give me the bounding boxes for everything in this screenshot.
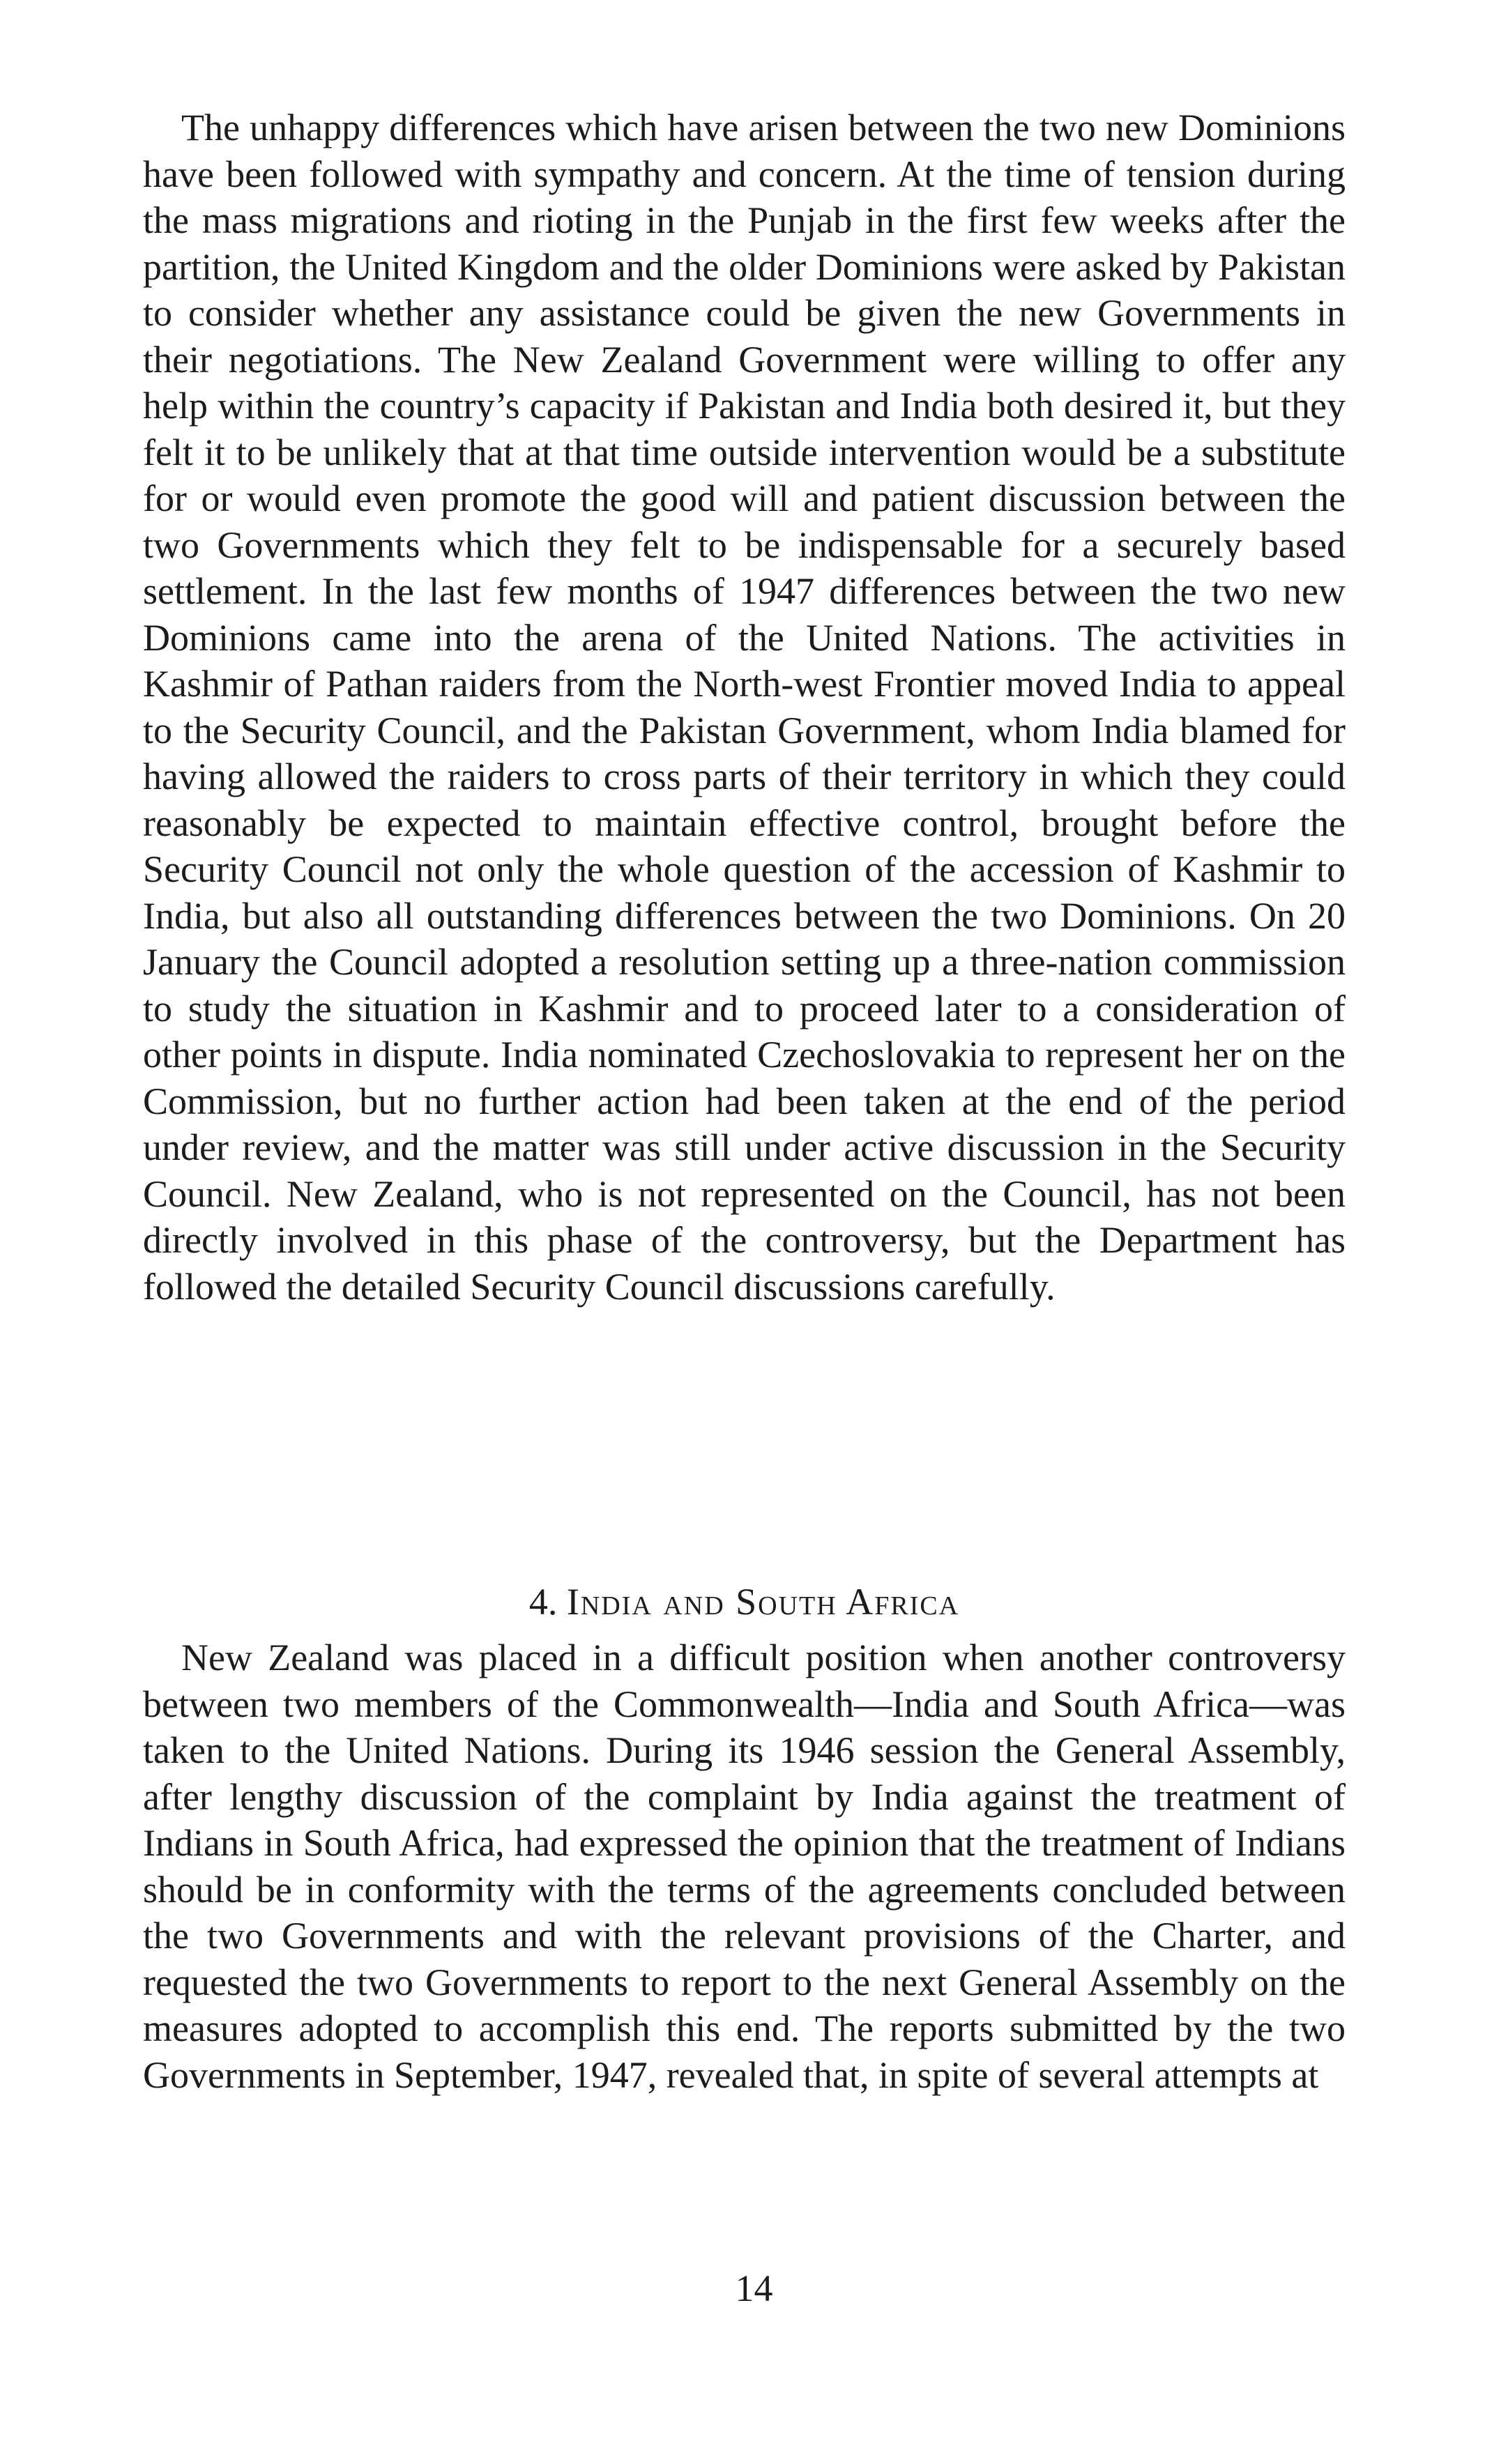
body-text-block [143, 105, 1346, 1310]
paragraph-india-south-africa: New Zealand was placed in a difficult position when another controversy between two members of the Commonwealth—India and South Africa—was taken to the United Nations. During its 1946 session the General Assembly, after lengthy discussion of the complaint by India against the treatment of Indians in South Africa, had expressed the opinion that the treatment of Indians should be in conformity with the terms of the agreements concluded between the two Governments and with the relevant provisions of the Charter, and requested the two Governments to report to the next General Assembly on the measures adopted to accomplish this end. The reports submitted by the two Governments in September, 1947, revealed that, in spite of several attempts at [143, 1637, 1346, 2096]
section-number: 4. [528, 1581, 558, 1623]
paragraph-india-pakistan: The unhappy differences which have arisen between the two new Dominions have been followed with sympathy and concern. At the time of tension during the mass migrations and rioting in the Punjab in the first few weeks after the partition, the United Kingdom and the older Dominions were asked by Pakistan to consider whether any assistance could be given the new Governments in their negotiations. The New Zealand Government were willing to offer any help within the country’s capacity if Pakistan and India both desired it, but they felt it to be unlikely that at that time outside intervention would be a substitute for or would even promote the good will and patient discussion between the two Governments which they felt to be indispensable for a securely based settlement. In the last few months of 1947 differences between the two new Dominions came into the arena of the United Nations. The activities in Kashmir of Pathan raiders from the North-west Frontier moved India to appeal to the Security Council, and the Pakistan Government, whom India blamed for having allowed the raiders to cross parts of their territory in which they could reasonably be expected to maintain effective control, brought before the Security Council not only the whole question of the accession of Kashmir to India, but also all outstanding differences between the two Dominions. On 20 January the Council adopted a resolution setting up a three-nation commission to study the situation in Kashmir and to proceed later to a consideration of other points in dispute. India nominated Czechoslovakia to represent her on the Commission, but no further action had been taken at the end of the period under review, and the matter was still under active discussion in the Security Council. New Zealand, who is not represented on the Council, has not been directly involved in this phase of the controversy, but the Department has followed the detailed Security Council discussions carefully. [143, 107, 1346, 1308]
section-title: India and South Africa [566, 1581, 960, 1623]
page-number: 14 [735, 2267, 773, 2309]
section-heading [143, 1579, 1346, 1625]
body-text-block [143, 1635, 1346, 2098]
